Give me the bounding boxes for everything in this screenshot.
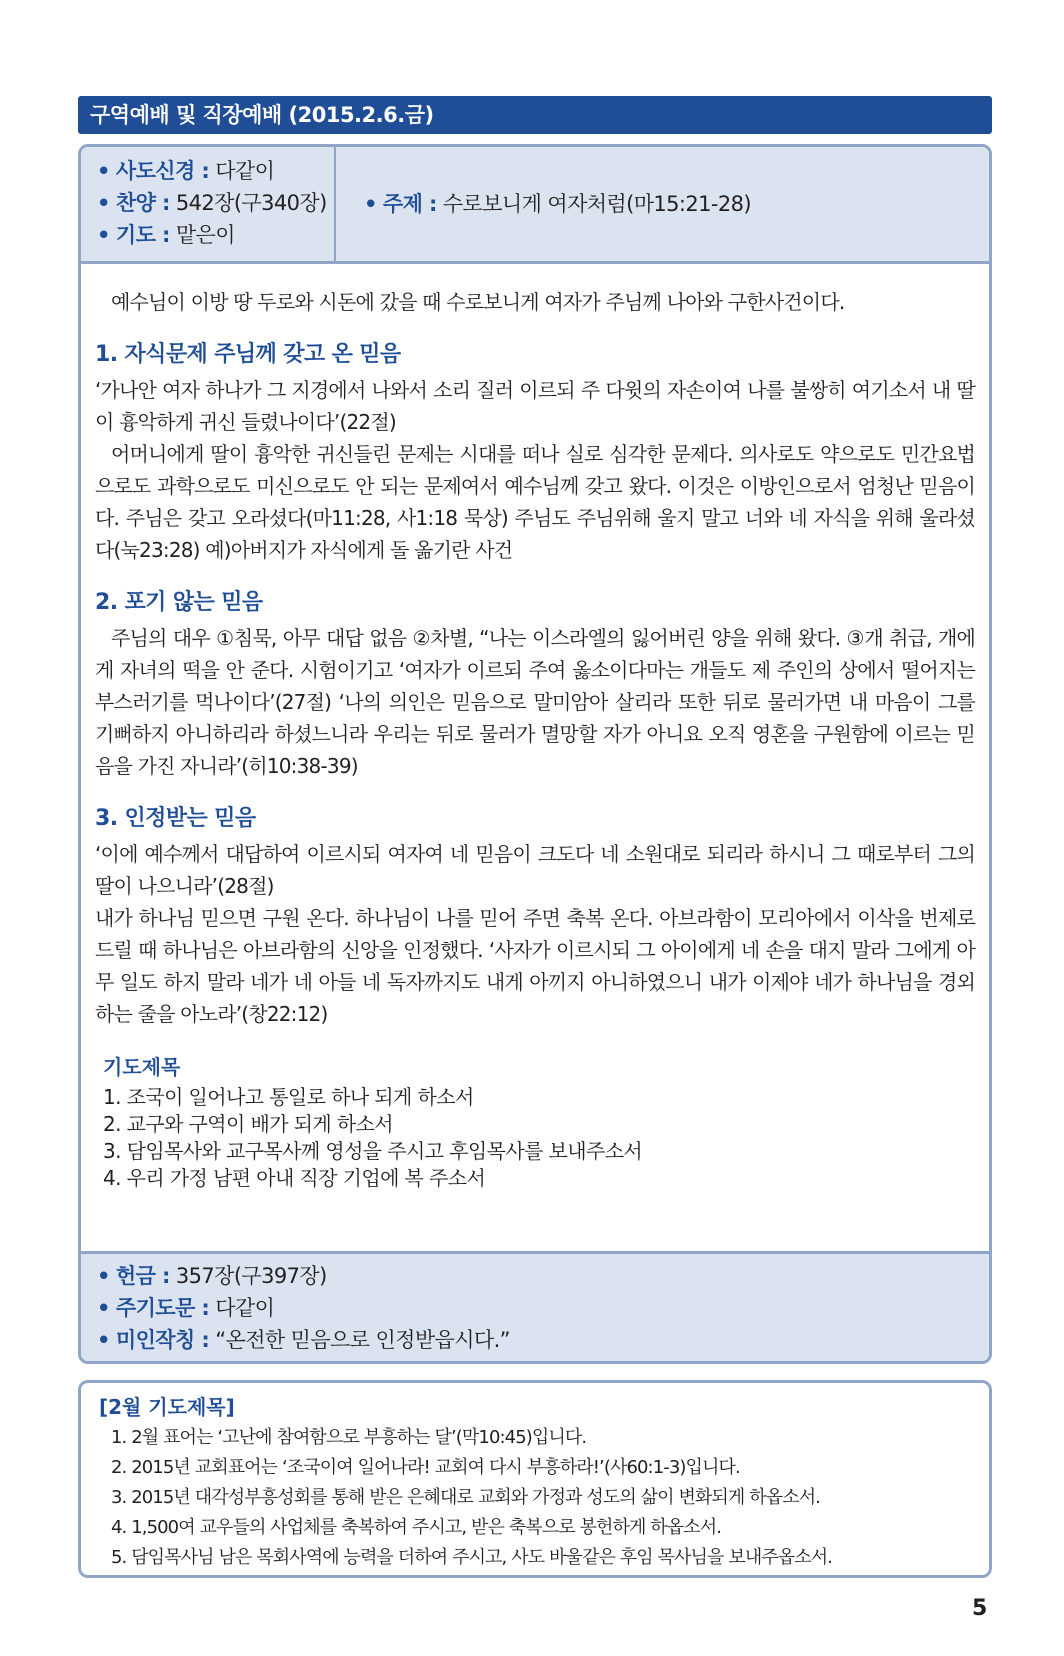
closing-greeting: • 미인작칭 : “온전한 믿음으로 인정받읍시다.” <box>97 1328 510 1352</box>
february-prayer-item: 5. 담임목사님 남은 목회사역에 능력을 더하여 주시고, 사도 바울같은 후임 목사님을 보내주옵소서. <box>111 1547 833 1568</box>
section-heading: 2. 포기 않는 믿음 <box>95 590 263 615</box>
closing-order <box>81 1251 989 1361</box>
february-prayer-title: [2월 기도제목] <box>99 1395 235 1419</box>
bullet-icon: • <box>97 223 110 247</box>
order-hymn: • 찬양 : 542장(구340장) <box>97 191 327 215</box>
bullet-icon: • <box>97 191 110 215</box>
prayer-item: 3. 담임목사와 교구목사께 영성을 주시고 후임목사를 보내주소서 <box>103 1139 643 1163</box>
bullet-icon: • <box>97 1328 110 1352</box>
section-paragraph: ‘가나안 여자 하나가 그 지경에서 나와서 소리 질러 이르되 주 다윗의 자손이여 나를 불쌍히 여기소서 내 딸이 흉악하게 귀신 들렸나이다’(22절) <box>95 378 975 434</box>
sermon-content <box>81 264 989 1192</box>
section-paragraph: ‘이에 예수께서 대답하여 이르시되 여자여 네 믿음이 크도다 네 소원대로 되리라 하시니 그 때로부터 그의 딸이 나으니라’(28절) <box>95 842 975 898</box>
bullet-icon: • <box>97 1296 110 1320</box>
february-prayer-item: 4. 1,500여 교우들의 사업체를 축복하여 주시고, 받은 축복으로 봉헌하게 하옵소서. <box>111 1517 722 1538</box>
order-of-service <box>81 147 989 264</box>
closing-offering: • 헌금 : 357장(구397장) <box>97 1264 327 1288</box>
section-paragraph: 내가 하나님 믿으면 구원 온다. 하나님이 나를 믿어 주면 축복 온다. 아브라함이 모리아에서 이삭을 번제로 드릴 때 하나님은 아브라함의 신앙을 인정했다. ‘사자가 이르시되 그 아이에게 네 손을 대지 말라 그에게 아무 일도 하지 말라 네가 네 아들 네 독자까지도 내게 아끼지 아니하였으니 내가 이제야 네가 하나님을 경외하는 줄을 아노라’(창22:12) <box>95 906 975 1026</box>
prayer-item: 2. 교구와 구역이 배가 되게 하소서 <box>103 1112 394 1136</box>
section-paragraph: 어머니에게 딸이 흉악한 귀신들린 문제는 시대를 떠나 실로 심각한 문제다. 의사로도 약으로도 민간요법으로도 과학으로도 미신으로도 안 되는 문제여서 예수님께 갖고 왔다. 이것은 이방인으로서 엄청난 믿음이다. 주님은 갖고 오라셨다(마11:28, 사1:18 묵상) 주님도 주님위해 울지 말고 너와 네 자식을 위해 울라셨다(눅23:28) 예)아버지가 자식에게 돌 옮기란 사건 <box>95 442 975 562</box>
order-theme: • 주제 : 수로보니게 여자처럼(마15:21-28) <box>364 192 752 216</box>
prayer-item: 4. 우리 가정 남편 아내 직장 기업에 복 주소서 <box>103 1166 486 1190</box>
february-prayer-item: 1. 2월 표어는 ‘고난에 참여함으로 부흥하는 달’(막10:45)입니다. <box>111 1427 587 1448</box>
page-number: 5 <box>972 1596 988 1621</box>
order-left <box>81 147 336 261</box>
section-paragraph: 주님의 대우 ①침묵, 아무 대답 없음 ②차별, “나는 이스라엘의 잃어버린 양을 위해 왔다. ③개 취급, 개에게 자녀의 떡을 안 준다. 시험이기고 ‘여자가 이르되 주여 옳소이다마는 개들도 제 주인의 상에서 떨어지는 부스러기를 먹나이다’(27절) ‘나의 의인은 믿음으로 말미암아 살리라 또한 뒤로 물러가면 내 마음이 그를 기뻐하지 아니하리라 하셨느니라 우리는 뒤로 물러가 멸망할 자가 아니요 오직 영혼을 구원함에 이르는 믿음을 가진 자니라’(히10:38-39) <box>95 626 975 778</box>
order-creed: • 사도신경 : 다같이 <box>97 159 275 183</box>
february-prayer-item: 3. 2015년 대각성부흥성회를 통해 받은 은혜대로 교회와 가정과 성도의 삶이 변화되게 하옵소서. <box>111 1487 821 1508</box>
february-prayer-item: 2. 2015년 교회표어는 ‘조국이여 일어나라! 교회여 다시 부흥하라!’(사60:1-3)입니다. <box>111 1457 740 1478</box>
bullet-icon: • <box>364 192 377 216</box>
february-prayer-box <box>78 1380 992 1578</box>
section-heading: 1. 자식문제 주님께 갖고 온 믿음 <box>95 342 401 367</box>
sermon-intro: 예수님이 이방 땅 두로와 시돈에 갔을 때 수로보니게 여자가 주님께 나아와 구한사건이다. <box>111 290 845 314</box>
worship-content-box <box>78 144 992 1364</box>
order-prayer: • 기도 : 맡은이 <box>97 223 235 247</box>
bullet-icon: • <box>97 159 110 183</box>
section-heading: 3. 인정받는 믿음 <box>95 806 256 831</box>
closing-lords-prayer: • 주기도문 : 다같이 <box>97 1296 275 1320</box>
prayer-title: 기도제목 <box>103 1055 181 1079</box>
worship-title-bar: 구역예배 및 직장예배 (2015.2.6.금) <box>78 96 992 134</box>
bullet-icon: • <box>97 1264 110 1288</box>
prayer-item: 1. 조국이 일어나고 통일로 하나 되게 하소서 <box>103 1085 474 1109</box>
